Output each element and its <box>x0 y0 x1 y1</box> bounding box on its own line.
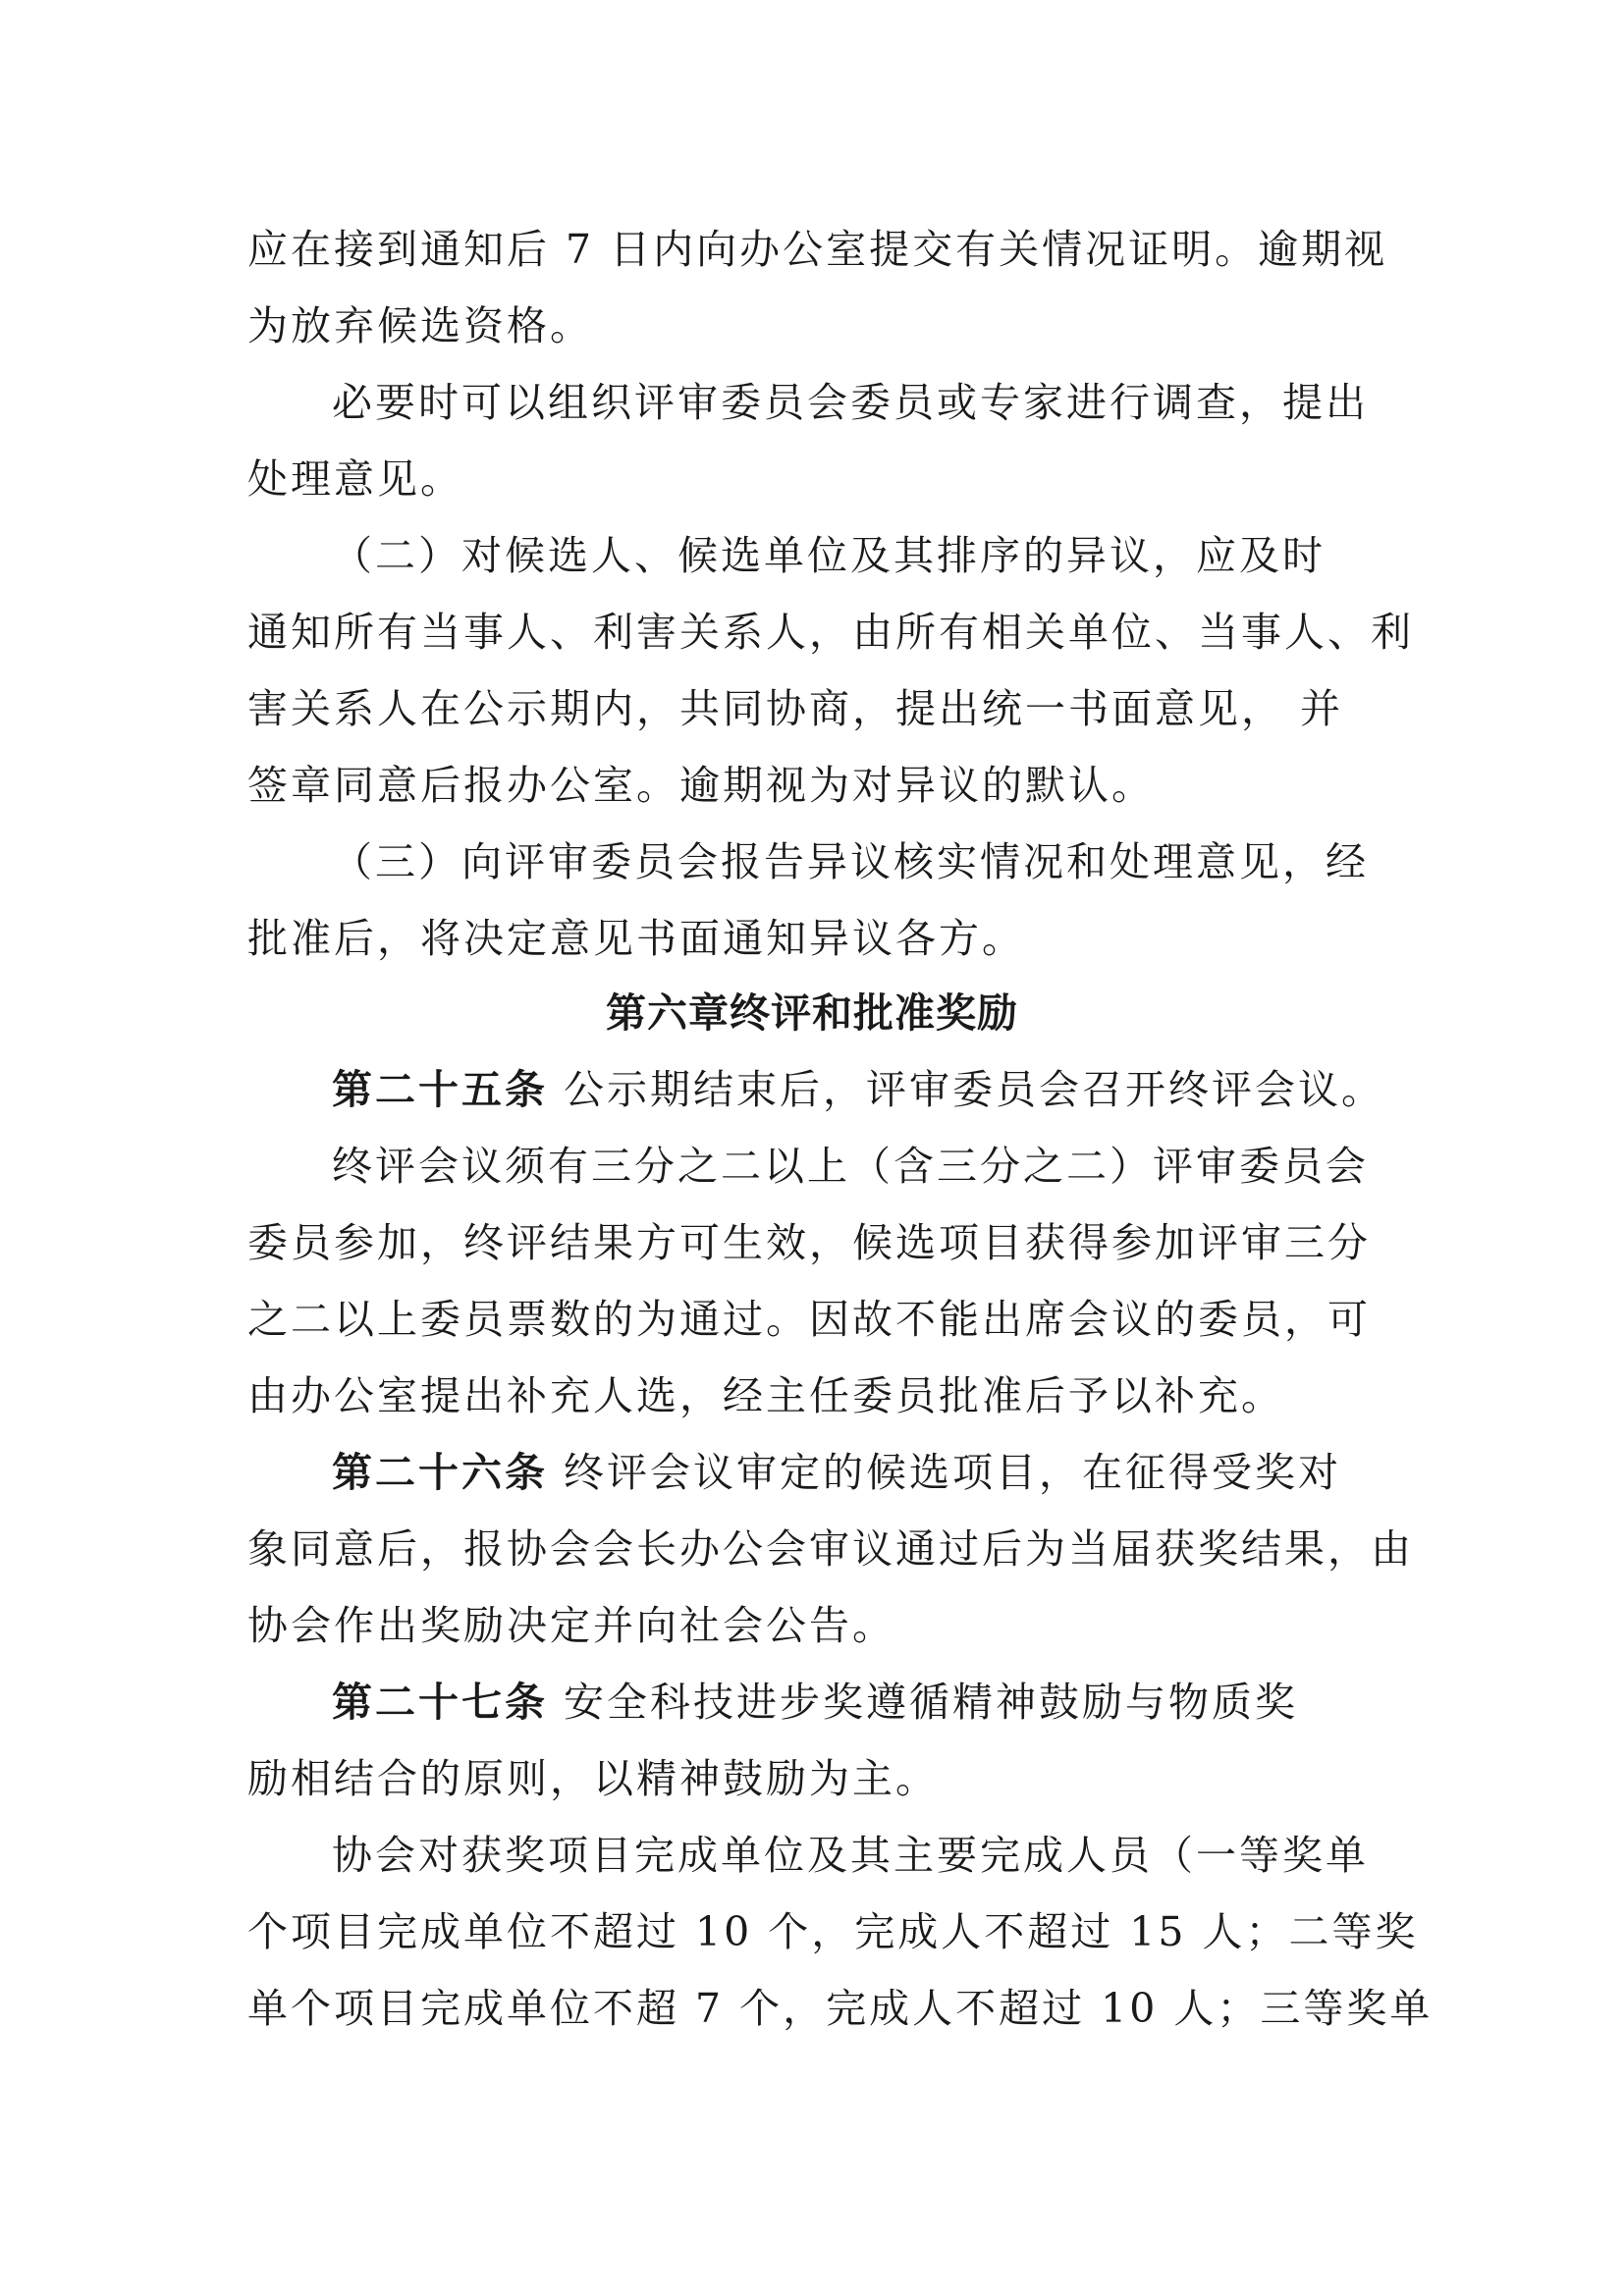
text-line: 励相结合的原则，以精神鼓励为主。 <box>247 1755 939 1802</box>
article-25-text: 公示期结束后，评审委员会召开终评会议。 <box>548 1066 1385 1113</box>
text-line: 批准后，将决定意见书面通知异议各方。 <box>247 915 1025 962</box>
text-line: 单个项目完成单位不超 7 个，完成人不超过 10 人；三等奖单 <box>247 1985 1434 2032</box>
article-25-line <box>332 1062 1384 1117</box>
article-27-line <box>332 1675 1298 1730</box>
paragraph-first-line: 终评会议须有三分之二以上（含三分之二）评审委员会 <box>332 1143 1369 1190</box>
text-line: 害关系人在公示期内，共同协商，提出统一书面意见， 并 <box>247 685 1344 732</box>
text-line: 签章同意后报办公室。逾期视为对异议的默认。 <box>247 762 1155 809</box>
chapter-heading: 第六章终评和批准奖励 <box>606 989 1018 1037</box>
text-line: 为放弃候选资格。 <box>247 302 593 349</box>
article-26-text: 终评会议审定的候选项目，在征得受奖对 <box>548 1449 1342 1496</box>
article-25-label: 第二十五条 <box>332 1066 548 1113</box>
paragraph-first-line: （三）向评审委员会报告异议核实情况和处理意见，经 <box>332 838 1369 885</box>
text-line: 委员参加，终评结果方可生效，候选项目获得参加评审三分 <box>247 1219 1371 1266</box>
text-line: 个项目完成单位不超过 10 个，完成人不超过 15 人；二等奖 <box>247 1908 1419 1955</box>
paragraph-first-line: 必要时可以组织评审委员会委员或专家进行调查，提出 <box>332 379 1369 426</box>
paragraph-first-line: 协会对获奖项目完成单位及其主要完成人员（一等奖单 <box>332 1832 1369 1879</box>
article-27-text: 安全科技进步奖遵循精神鼓励与物质奖 <box>548 1679 1299 1726</box>
text-line: 通知所有当事人、利害关系人，由所有相关单位、当事人、利 <box>247 609 1414 656</box>
article-26-line <box>332 1445 1341 1500</box>
article-27-label: 第二十七条 <box>332 1679 548 1726</box>
text-line: 象同意后，报协会会长办公会审议通过后为当届获奖结果，由 <box>247 1525 1414 1573</box>
text-line: 由办公室提出补充人选，经主任委员批准后予以补充。 <box>247 1372 1284 1419</box>
paragraph-first-line: （二）对候选人、候选单位及其排序的异议，应及时 <box>332 532 1326 579</box>
text-line: 协会作出奖励决定并向社会公告。 <box>247 1602 895 1649</box>
text-line: 之二以上委员票数的为通过。因故不能出席会议的委员，可 <box>247 1296 1371 1343</box>
article-26-label: 第二十六条 <box>332 1449 548 1496</box>
text-line: 应在接到通知后 7 日内向办公室提交有关情况证明。逾期视 <box>247 226 1388 273</box>
text-line: 处理意见。 <box>247 455 463 503</box>
